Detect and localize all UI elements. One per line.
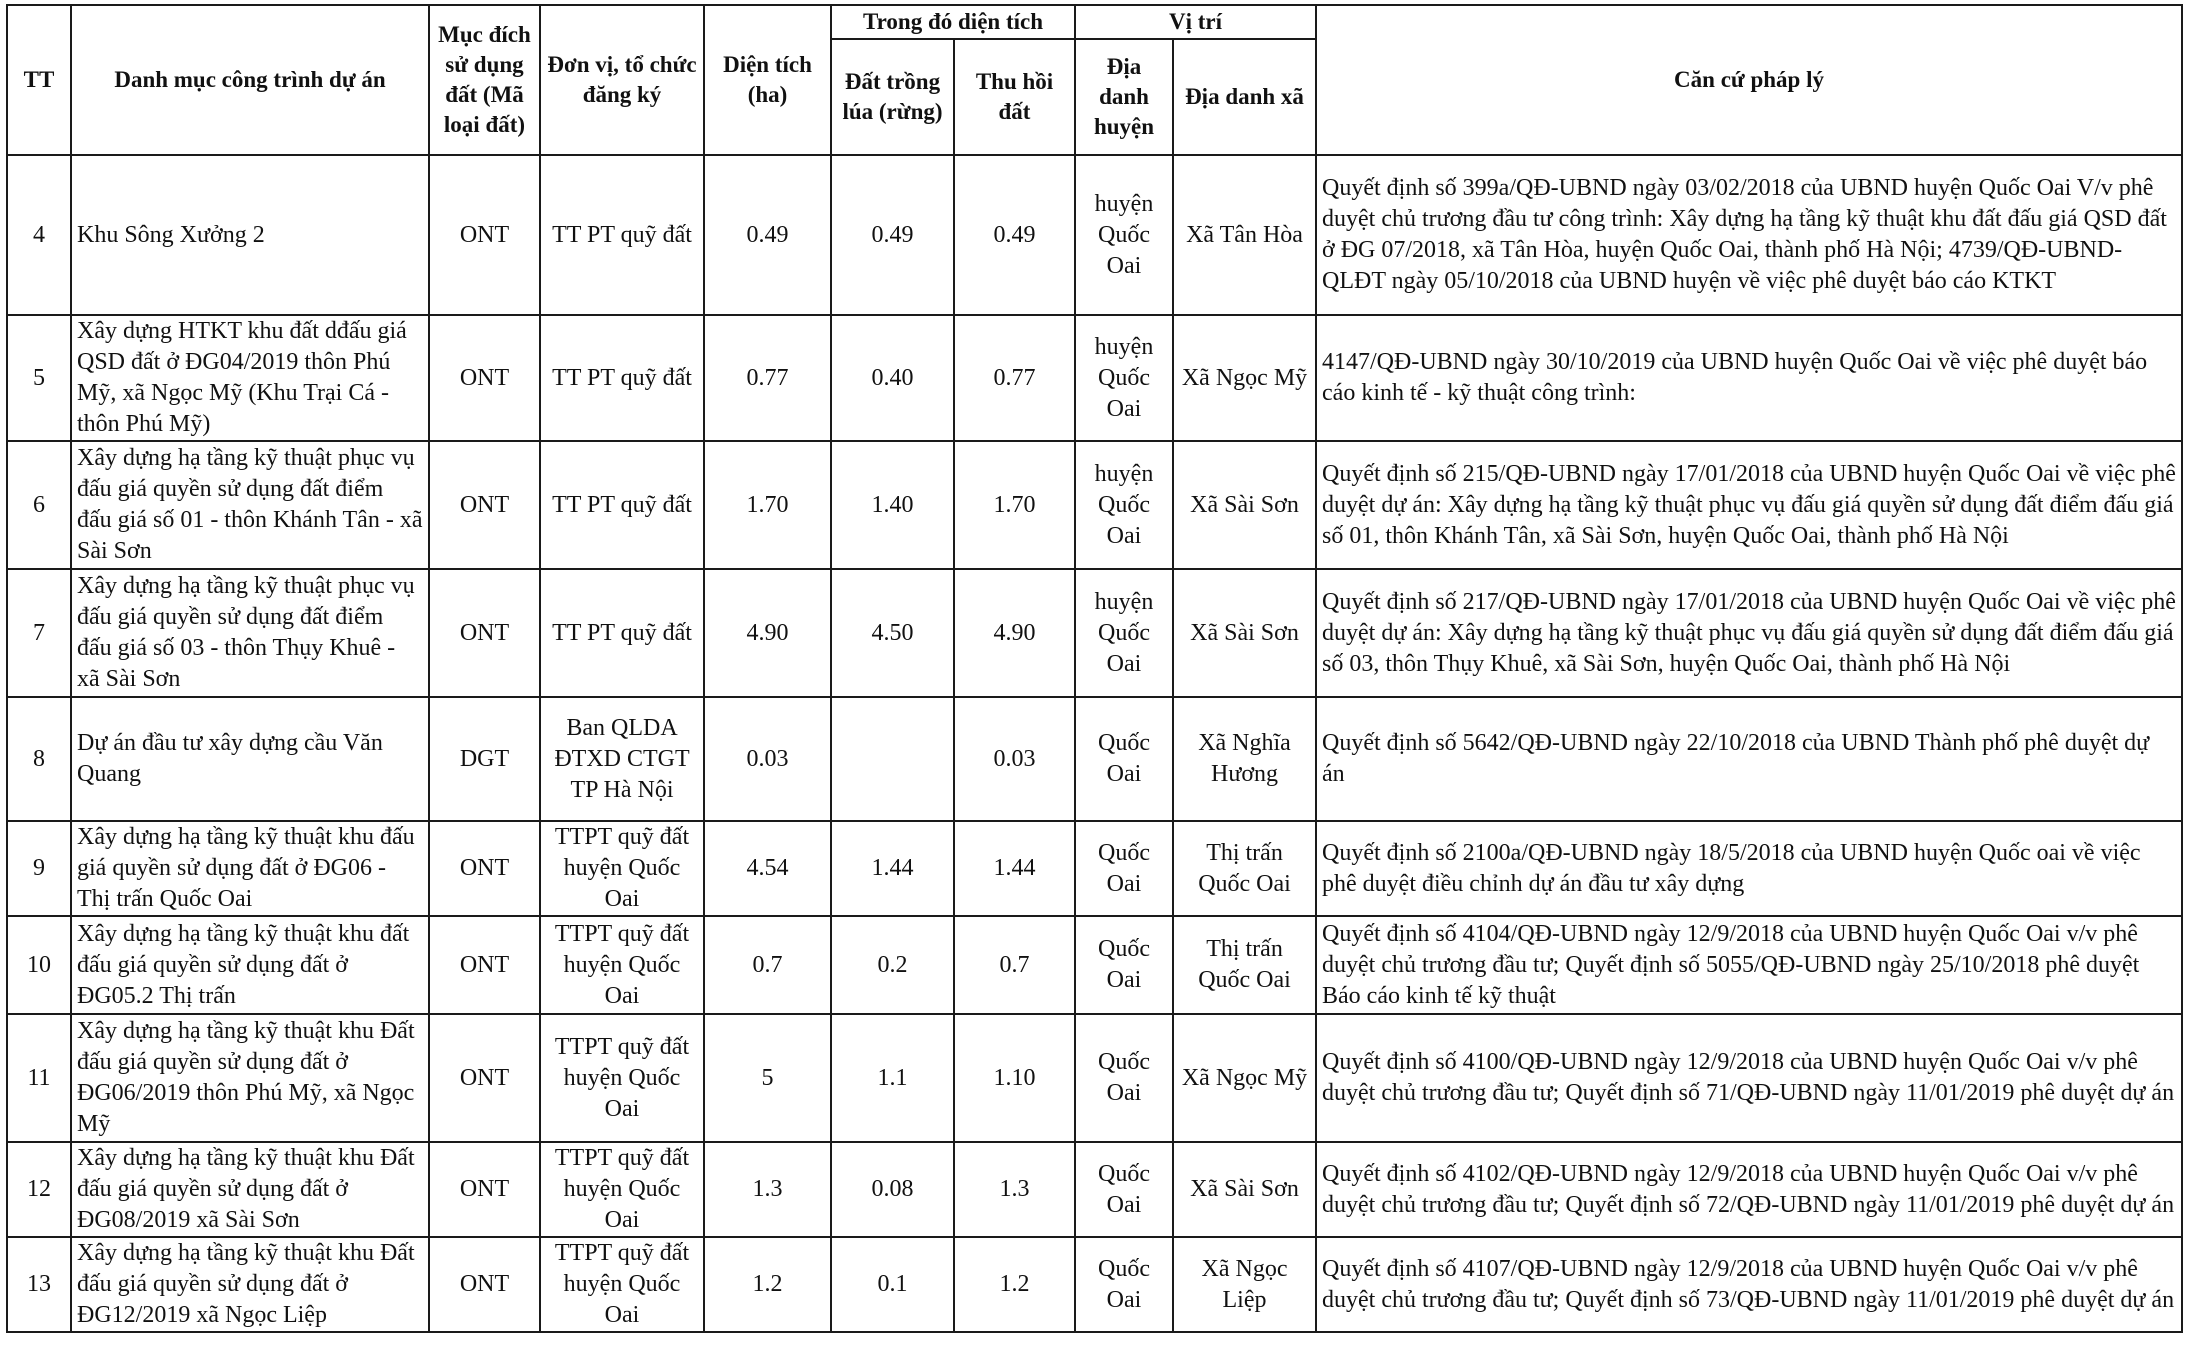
registering-unit: TTPT quỹ đất huyện Quốc Oai — [540, 1014, 704, 1142]
commune-name: Thị trấn Quốc Oai — [1173, 821, 1316, 916]
header-rice: Đất trồng lúa (rừng) — [831, 39, 954, 155]
registering-unit: TTPT quỹ đất huyện Quốc Oai — [540, 916, 704, 1014]
recovered-area: 0.49 — [954, 155, 1075, 315]
row-number: 9 — [7, 821, 71, 916]
header-tt: TT — [7, 5, 71, 155]
recovered-area: 0.77 — [954, 315, 1075, 441]
rice-land-area: 0.08 — [831, 1142, 954, 1237]
commune-name: Xã Tân Hòa — [1173, 155, 1316, 315]
header-purpose: Mục đích sử dụng đất (Mã loại đất) — [429, 5, 540, 155]
table-row — [7, 1237, 2182, 1332]
row-number: 11 — [7, 1014, 71, 1142]
legal-basis: Quyết định số 215/QĐ-UBND ngày 17/01/2018 của UBND huyện Quốc Oai về việc phê duyệt dự án: Xây dựng hạ tầng kỹ thuật phục vụ đấu giá quyền sử dụng đất điểm đấu giá số 01, thôn Khánh Tân, xã Sài Sơn, huyện Quốc Oai, thành phố Hà Nội — [1316, 441, 2182, 569]
land-purpose-code: ONT — [429, 441, 540, 569]
header-recover: Thu hồi đất — [954, 39, 1075, 155]
project-name: Xây dựng hạ tầng kỹ thuật khu đất đấu giá quyền sử dụng đất ở ĐG05.2 Thị trấn — [71, 916, 429, 1014]
row-number: 7 — [7, 569, 71, 697]
district-name: huyện Quốc Oai — [1075, 441, 1173, 569]
legal-basis: Quyết định số 4107/QĐ-UBND ngày 12/9/2018 của UBND huyện Quốc Oai v/v phê duyệt chủ trương đầu tư; Quyết định số 73/QĐ-UBND ngày 11/01/2019 phê duyệt dự án — [1316, 1237, 2182, 1332]
district-name: Quốc Oai — [1075, 697, 1173, 821]
header-project: Danh mục công trình dự án — [71, 5, 429, 155]
project-name: Xây dựng hạ tầng kỹ thuật phục vụ đấu giá quyền sử dụng đất điểm đấu giá số 03 - thôn Thụy Khuê - xã Sài Sơn — [71, 569, 429, 697]
table-row — [7, 569, 2182, 697]
rice-land-area: 0.40 — [831, 315, 954, 441]
commune-name: Xã Ngọc Mỹ — [1173, 1014, 1316, 1142]
legal-basis: 4147/QĐ-UBND ngày 30/10/2019 của UBND huyện Quốc Oai về việc phê duyệt báo cáo kinh tế - kỹ thuật công trình: — [1316, 315, 2182, 441]
land-purpose-code: ONT — [429, 155, 540, 315]
legal-basis: Quyết định số 399a/QĐ-UBND ngày 03/02/2018 của UBND huyện Quốc Oai V/v phê duyệt chủ trương đầu tư công trình: Xây dựng hạ tầng kỹ thuật khu đất đấu giá QSD đất ở ĐG 07/2018, xã Tân Hòa, huyện Quốc Oai, thành phố Hà Nội; 4739/QĐ-UBND-QLĐT ngày 05/10/2018 của UBND huyện về việc phê duyệt báo cáo KTKT — [1316, 155, 2182, 315]
commune-name: Xã Ngọc Mỹ — [1173, 315, 1316, 441]
header-district: Địa danh huyện — [1075, 39, 1173, 155]
area-value: 0.49 — [704, 155, 831, 315]
area-value: 5 — [704, 1014, 831, 1142]
recovered-area: 1.3 — [954, 1142, 1075, 1237]
commune-name: Xã Nghĩa Hương — [1173, 697, 1316, 821]
legal-basis: Quyết định số 5642/QĐ-UBND ngày 22/10/2018 của UBND Thành phố phê duyệt dự án — [1316, 697, 2182, 821]
district-name: Quốc Oai — [1075, 1142, 1173, 1237]
table-row — [7, 155, 2182, 315]
header-location: Vị trí — [1075, 5, 1316, 39]
legal-basis: Quyết định số 4102/QĐ-UBND ngày 12/9/2018 của UBND huyện Quốc Oai v/v phê duyệt chủ trương đầu tư; Quyết định số 72/QĐ-UBND ngày 11/01/2019 phê duyệt dự án — [1316, 1142, 2182, 1237]
header-commune: Địa danh xã — [1173, 39, 1316, 155]
registering-unit: TT PT quỹ đất — [540, 569, 704, 697]
district-name: huyện Quốc Oai — [1075, 155, 1173, 315]
recovered-area: 0.7 — [954, 916, 1075, 1014]
registering-unit: Ban QLDA ĐTXD CTGT TP Hà Nội — [540, 697, 704, 821]
commune-name: Thị trấn Quốc Oai — [1173, 916, 1316, 1014]
district-name: Quốc Oai — [1075, 821, 1173, 916]
rice-land-area: 4.50 — [831, 569, 954, 697]
table-row — [7, 697, 2182, 821]
page-bottom — [0, 1341, 2186, 1352]
recovered-area: 1.2 — [954, 1237, 1075, 1332]
row-number: 4 — [7, 155, 71, 315]
header-area: Diện tích (ha) — [704, 5, 831, 155]
rice-land-area: 1.1 — [831, 1014, 954, 1142]
land-purpose-code: ONT — [429, 1142, 540, 1237]
registering-unit: TT PT quỹ đất — [540, 441, 704, 569]
legal-basis: Quyết định số 4100/QĐ-UBND ngày 12/9/2018 của UBND huyện Quốc Oai v/v phê duyệt chủ trương đầu tư; Quyết định số 71/QĐ-UBND ngày 11/01/2019 phê duyệt dự án — [1316, 1014, 2182, 1142]
area-value: 1.3 — [704, 1142, 831, 1237]
project-name: Xây dựng hạ tầng kỹ thuật phục vụ đấu giá quyền sử dụng đất điểm đấu giá số 01 - thôn Khánh Tân - xã Sài Sơn — [71, 441, 429, 569]
registering-unit: TTPT quỹ đất huyện Quốc Oai — [540, 821, 704, 916]
project-name: Khu Sông Xưởng 2 — [71, 155, 429, 315]
table-row — [7, 1142, 2182, 1237]
land-purpose-code: ONT — [429, 315, 540, 441]
project-name: Xây dựng hạ tầng kỹ thuật khu Đất đấu giá quyền sử dụng đất ở ĐG06/2019 thôn Phú Mỹ, xã Ngọc Mỹ — [71, 1014, 429, 1142]
recovered-area: 4.90 — [954, 569, 1075, 697]
row-number: 6 — [7, 441, 71, 569]
area-value: 4.54 — [704, 821, 831, 916]
legal-basis: Quyết định số 4104/QĐ-UBND ngày 12/9/2018 của UBND huyện Quốc Oai v/v phê duyệt chủ trương đầu tư; Quyết định số 5055/QĐ-UBND ngày 25/10/2018 phê duyệt Báo cáo kinh tế kỹ thuật — [1316, 916, 2182, 1014]
commune-name: Xã Sài Sơn — [1173, 569, 1316, 697]
project-name: Xây dựng hạ tầng kỹ thuật khu Đất đấu giá quyền sử dụng đất ở ĐG12/2019 xã Ngọc Liệp — [71, 1237, 429, 1332]
land-purpose-code: ONT — [429, 1014, 540, 1142]
header-legal: Căn cứ pháp lý — [1316, 5, 2182, 155]
area-value: 0.03 — [704, 697, 831, 821]
project-name: Xây dựng hạ tầng kỹ thuật khu đấu giá quyền sử dụng đất ở ĐG06 - Thị trấn Quốc Oai — [71, 821, 429, 916]
registering-unit: TTPT quỹ đất huyện Quốc Oai — [540, 1237, 704, 1332]
table-row — [7, 916, 2182, 1014]
legal-basis: Quyết định số 217/QĐ-UBND ngày 17/01/2018 của UBND huyện Quốc Oai về việc phê duyệt dự án: Xây dựng hạ tầng kỹ thuật phục vụ đấu giá quyền sử dụng đất điểm đấu giá số 03, thôn Thụy Khuê, xã Sài Sơn, huyện Quốc Oai, thành phố Hà Nội — [1316, 569, 2182, 697]
district-name: huyện Quốc Oai — [1075, 315, 1173, 441]
rice-land-area — [831, 697, 954, 821]
land-purpose-code: ONT — [429, 569, 540, 697]
area-value: 0.77 — [704, 315, 831, 441]
recovered-area: 1.10 — [954, 1014, 1075, 1142]
area-value: 1.70 — [704, 441, 831, 569]
row-number: 13 — [7, 1237, 71, 1332]
table-row — [7, 315, 2182, 441]
recovered-area: 0.03 — [954, 697, 1075, 821]
district-name: Quốc Oai — [1075, 1014, 1173, 1142]
row-number: 10 — [7, 916, 71, 1014]
legal-basis: Quyết định số 2100a/QĐ-UBND ngày 18/5/2018 của UBND huyện Quốc oai về việc phê duyệt điều chỉnh dự án đầu tư xây dựng — [1316, 821, 2182, 916]
land-use-table — [6, 4, 2183, 1333]
recovered-area: 1.44 — [954, 821, 1075, 916]
district-name: huyện Quốc Oai — [1075, 569, 1173, 697]
header-unit: Đơn vị, tổ chức đăng ký — [540, 5, 704, 155]
rice-land-area: 0.2 — [831, 916, 954, 1014]
rice-land-area: 1.44 — [831, 821, 954, 916]
table-body — [7, 155, 2182, 1332]
land-purpose-code: DGT — [429, 697, 540, 821]
district-name: Quốc Oai — [1075, 1237, 1173, 1332]
registering-unit: TTPT quỹ đất huyện Quốc Oai — [540, 1142, 704, 1237]
project-name: Xây dựng HTKT khu đất dđấu giá QSD đất ở ĐG04/2019 thôn Phú Mỹ, xã Ngọc Mỹ (Khu Trại Cá - thôn Phú Mỹ) — [71, 315, 429, 441]
registering-unit: TT PT quỹ đất — [540, 315, 704, 441]
rice-land-area: 0.49 — [831, 155, 954, 315]
recovered-area: 1.70 — [954, 441, 1075, 569]
area-value: 0.7 — [704, 916, 831, 1014]
row-number: 12 — [7, 1142, 71, 1237]
row-number: 5 — [7, 315, 71, 441]
header-of-which: Trong đó diện tích — [831, 5, 1075, 39]
land-purpose-code: ONT — [429, 916, 540, 1014]
commune-name: Xã Sài Sơn — [1173, 1142, 1316, 1237]
commune-name: Xã Ngọc Liệp — [1173, 1237, 1316, 1332]
table-row — [7, 1014, 2182, 1142]
commune-name: Xã Sài Sơn — [1173, 441, 1316, 569]
land-purpose-code: ONT — [429, 1237, 540, 1332]
project-name: Dự án đầu tư xây dựng cầu Văn Quang — [71, 697, 429, 821]
district-name: Quốc Oai — [1075, 916, 1173, 1014]
area-value: 1.2 — [704, 1237, 831, 1332]
row-number: 8 — [7, 697, 71, 821]
table-row — [7, 441, 2182, 569]
rice-land-area: 1.40 — [831, 441, 954, 569]
project-name: Xây dựng hạ tầng kỹ thuật khu Đất đấu giá quyền sử dụng đất ở ĐG08/2019 xã Sài Sơn — [71, 1142, 429, 1237]
registering-unit: TT PT quỹ đất — [540, 155, 704, 315]
table-row — [7, 821, 2182, 916]
area-value: 4.90 — [704, 569, 831, 697]
land-purpose-code: ONT — [429, 821, 540, 916]
rice-land-area: 0.1 — [831, 1237, 954, 1332]
